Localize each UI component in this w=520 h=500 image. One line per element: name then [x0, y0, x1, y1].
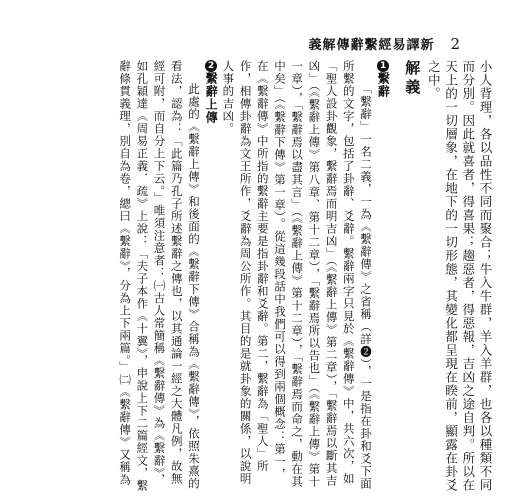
subsection-paragraph-1: 「繫辭」一名二義，一為《繫辭傳》之省稱（詳❷），一是指在卦和爻下面所繫的文字，包括了卦辭、爻辭。繫辭兩字只見於《繫辭傳》中，共六次，如「聖人設卦觀象，繫辭焉而明吉凶」（《繫辭上傳》第二章），「繫辭焉以斷其吉凶」（《繫辭上傳》第八章、第十二章），「繫辭焉所以告也」（《繫辭上傳》第十一章），「繫辭焉以盡其言」（《繫辭上傳》第十二章），「繫辭焉而命之，動在其中矣」（《繫辭下傳》第一章）。從這幾段話中我們可以得到兩個概念：第一，在《繫辭傳》中所指的繫辭主要是指卦辭和爻辭。第二，繫辭為「聖人」所作，相傳卦辭為文王所作，爻辭為周公所作。其目的是就卦象的關係，以說明人事的吉凶。: [221, 60, 373, 490]
number-marker-1: 1: [378, 60, 389, 72]
page-number: 2: [450, 35, 460, 53]
section-title: 解義: [403, 60, 422, 98]
subsection-heading-2: [202, 60, 219, 492]
subsection-paragraph-2: 此處的《繫辭上傳》和後面的《繫辭下傳》合稱為《繫辭傳》，依照朱熹的看法，認為：「此篇乃孔子所述繫辭之傳也，以其通論一經之大體凡例，故無經可附，而自分上下云。」唯須注意者：㈠古人常簡稱《繫辭傳》為《繫辭》，如孔穎達《周易正義．疏》上說：「夫子本作《十翼》，申說上下二篇經文，繫辭條貫義理，別自為卷，總曰《繫辭》，分為上下兩篇。」㈡《繫辭傳》又稱為: [118, 60, 201, 492]
subsection-title-1: 繫辭: [376, 72, 391, 98]
subsection-title-2: 繫辭上傳: [204, 72, 219, 124]
number-marker-2: 2: [206, 60, 217, 72]
subsection-heading-1: [374, 60, 391, 492]
book-title: 義解傳辭繫經易譯新: [308, 38, 435, 53]
vertical-text-body: [14, 60, 494, 492]
quote-paragraph: 小人背理，各以品性不同而聚合；牛入牛群，羊入羊群，也各以種類不同而分別。因此就喜者，得喜果；趨惡者，得惡報，吉凶之途自判。所以在天上的一切層象，在地下的一切形態，其變化都呈現在睽前，顯露在卦爻之中。: [426, 60, 493, 492]
running-header: [308, 34, 460, 53]
